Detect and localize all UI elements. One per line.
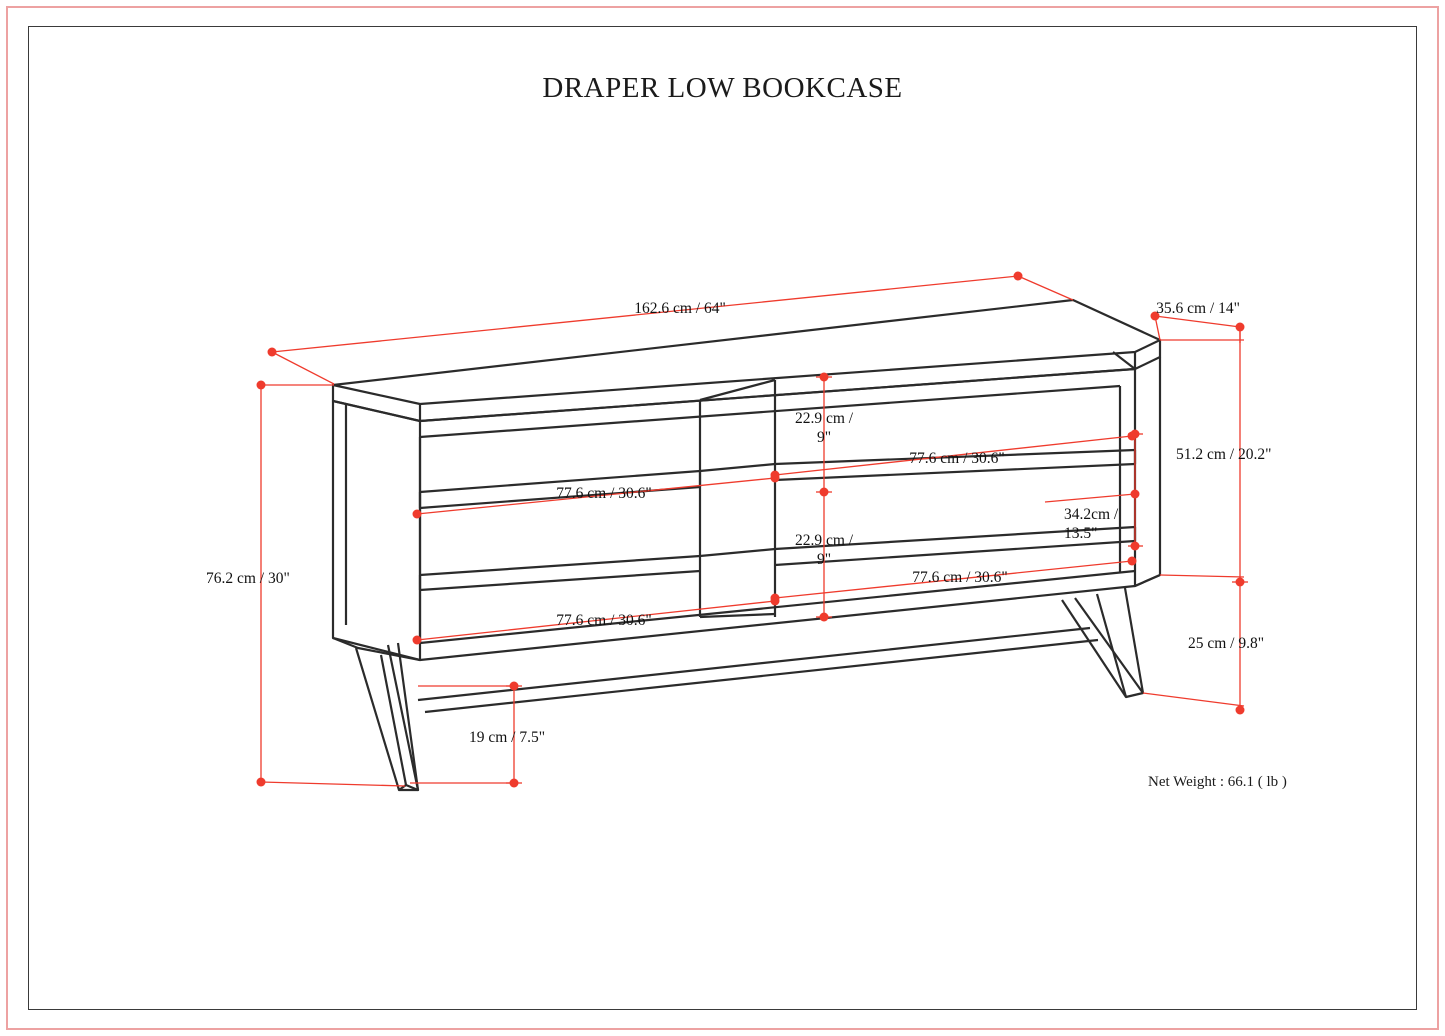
dim-shelf-width-4: 77.6 cm / 30.6" [912, 569, 1008, 586]
dim-opening-bottom-line2: 9" [816, 551, 832, 568]
dim-opening-top-line1: 22.9 cm / [794, 410, 854, 427]
dim-shelf-width-2: 77.6 cm / 30.6" [556, 612, 652, 629]
dim-height-overall: 76.2 cm / 30" [206, 570, 290, 587]
dim-opening-top-line2: 9" [816, 429, 832, 446]
dim-inner-depth-line2: 13.5" [1064, 525, 1098, 542]
dim-width-overall: 162.6 cm / 64" [634, 300, 726, 317]
bookcase-legs [356, 588, 1143, 790]
page-title: DRAPER LOW BOOKCASE [542, 72, 903, 104]
dim-shelf-width-3: 77.6 cm / 30.6" [909, 450, 1005, 467]
dimension-lines [261, 276, 1248, 786]
dim-inner-depth-line1: 34.2cm / [1064, 506, 1119, 523]
dim-shelf-width-1: 77.6 cm / 30.6" [556, 485, 652, 502]
dim-leg-height: 25 cm / 9.8" [1188, 635, 1265, 652]
dim-leg-span: 19 cm / 7.5" [469, 729, 546, 746]
dim-upper-section-height: 51.2 cm / 20.2" [1176, 446, 1272, 463]
dim-opening-bottom-line1: 22.9 cm / [794, 532, 854, 549]
dim-depth-overall: 35.6 cm / 14" [1156, 300, 1240, 317]
net-weight-label: Net Weight : 66.1 ( lb ) [1148, 774, 1287, 790]
bookcase-body [333, 300, 1160, 660]
